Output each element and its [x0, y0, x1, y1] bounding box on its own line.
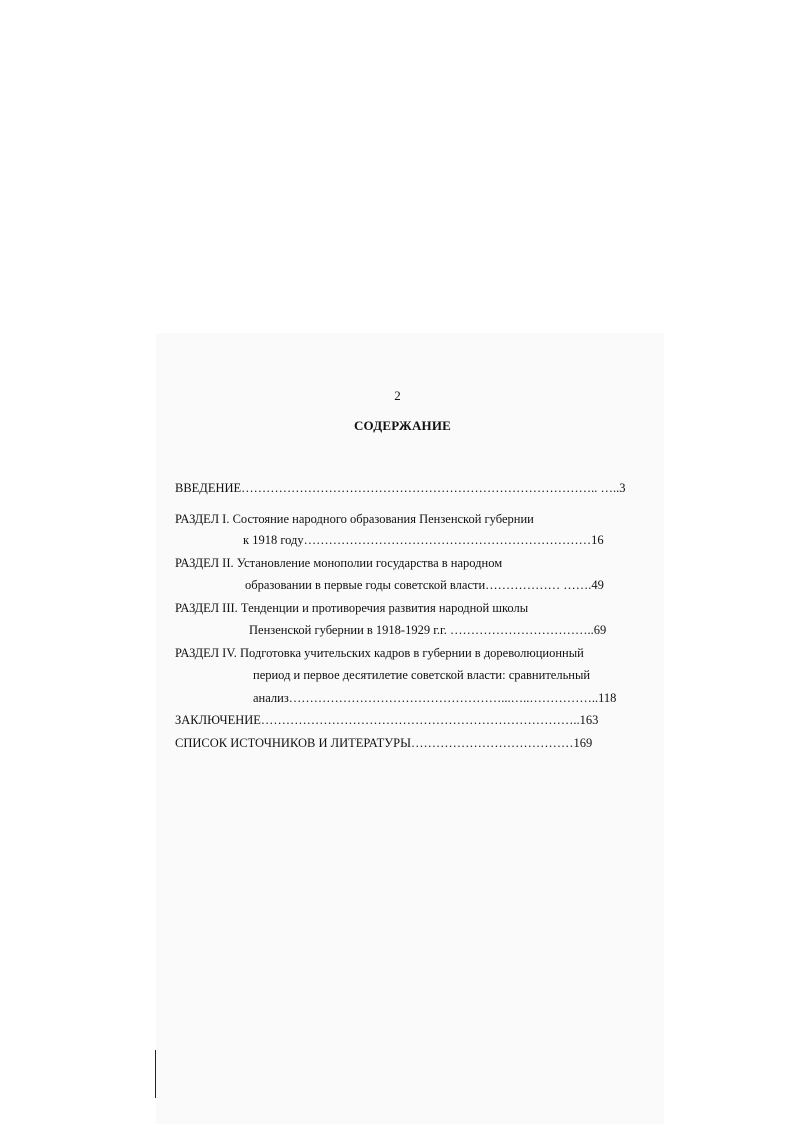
toc-entry-sources: СПИСОК ИСТОЧНИКОВ И ЛИТЕРАТУРЫ…………………………………169 [175, 736, 593, 750]
toc-entry-section-1-cont: к 1918 году……………………………………………………………16 [243, 533, 604, 547]
toc-entry-conclusion: ЗАКЛЮЧЕНИЕ…………………………………………………………………..163 [175, 713, 599, 727]
toc-entry-section-2-cont: образовании в первые годы советской власти……………… …….49 [245, 578, 604, 592]
toc-entry-section-4: РАЗДЕЛ IV. Подготовка учительских кадров в губернии в дореволюционный [175, 646, 584, 660]
toc-entry-section-2: РАЗДЕЛ II. Установление монополии государства в народном [175, 556, 503, 570]
scanned-page-area [156, 333, 664, 1124]
page-title: СОДЕРЖАНИЕ [353, 418, 452, 433]
page-number: 2 [394, 388, 401, 403]
toc-entry-section-1: РАЗДЕЛ I. Состояние народного образования Пензенской губернии [175, 512, 534, 526]
scan-edge-mark [155, 1050, 156, 1098]
toc-entry-introduction: ВВЕДЕНИЕ………………………………………………………………………….. …..3 [175, 481, 626, 495]
toc-entry-section-3-cont: Пензенской губернии в 1918-1929 г.г. ……………………………..69 [249, 623, 607, 637]
toc-entry-section-4-cont: период и первое десятилетие советской власти: сравнительный [253, 668, 591, 682]
toc-entry-section-4-cont2: анализ……………………………………………...…..……………..118 [253, 691, 617, 705]
toc-entry-section-3: РАЗДЕЛ III. Тенденции и противоречия развития народной школы [175, 601, 529, 615]
